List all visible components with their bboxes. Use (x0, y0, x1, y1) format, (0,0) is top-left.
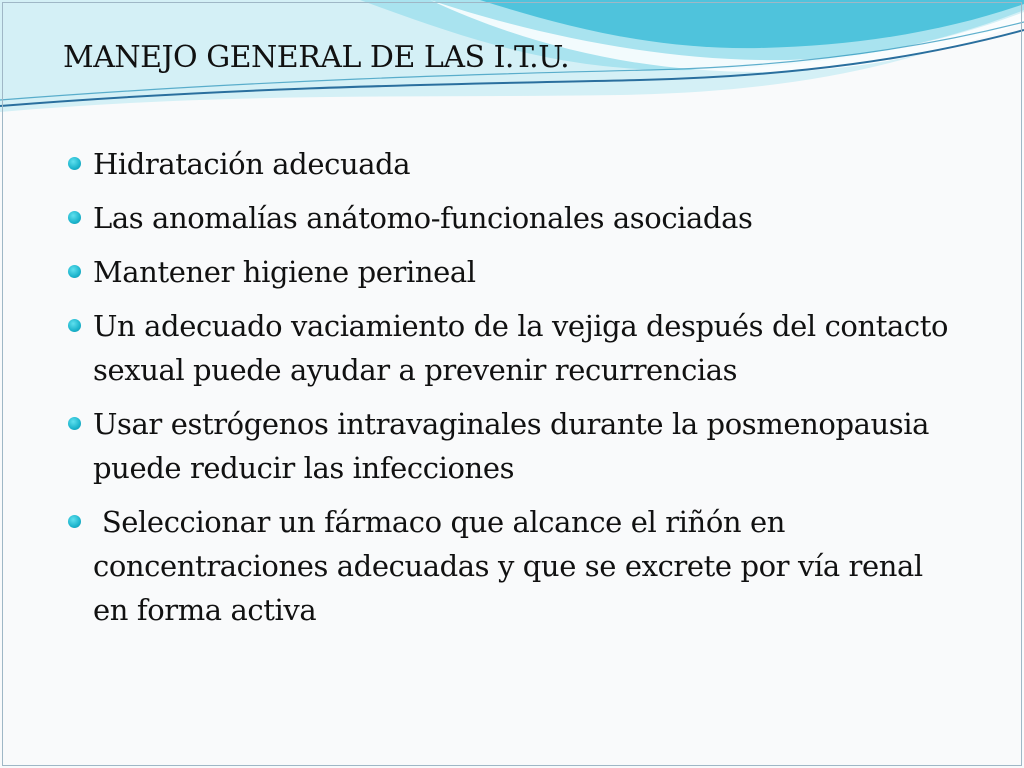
round-bullet-icon (68, 319, 81, 332)
bullet-text: Usar estrógenos intravaginales durante la posmenopausia puede reducir las infecciones (93, 407, 930, 485)
bullet-item (66, 196, 966, 240)
bullet-item (66, 142, 966, 186)
bullet-text: Hidratación adecuada (93, 147, 411, 181)
bullet-list (66, 142, 966, 642)
bullet-item (66, 500, 966, 632)
round-bullet-icon (68, 157, 81, 170)
bullet-text: Un adecuado vaciamiento de la vejiga después del contacto sexual puede ayudar a prevenir recurrencias (93, 309, 949, 387)
bullet-item (66, 304, 966, 392)
bullet-text: Las anomalías anátomo-funcionales asociadas (93, 201, 753, 235)
bullet-text: Mantener higiene perineal (93, 255, 476, 289)
round-bullet-icon (68, 211, 81, 224)
bullet-item (66, 402, 966, 490)
round-bullet-icon (68, 265, 81, 278)
slide-title: MANEJO GENERAL DE LAS I.T.U. (63, 40, 570, 75)
bullet-item (66, 250, 966, 294)
round-bullet-icon (68, 515, 81, 528)
bullet-text: Seleccionar un fármaco que alcance el riñón en concentraciones adecuadas y que se excrete por vía renal en forma activa (93, 505, 932, 627)
round-bullet-icon (68, 417, 81, 430)
